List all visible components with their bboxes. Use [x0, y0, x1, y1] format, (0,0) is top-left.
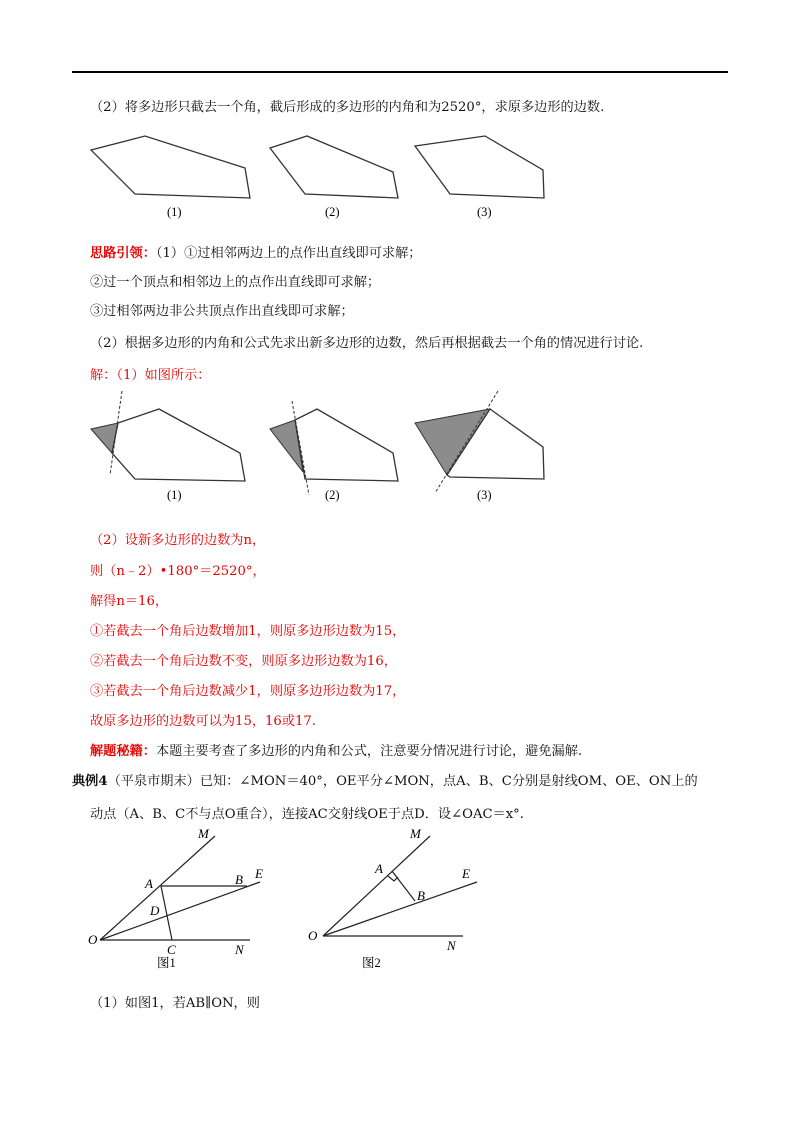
- example4-line-2: 动点（A、B、C不与点O重合），连接AC交射线OE于点D．设∠OAC＝x°.: [90, 807, 524, 822]
- cut-polygon-figures: [85, 385, 555, 510]
- svg-text:B: B: [417, 888, 425, 903]
- svg-text:A: A: [145, 876, 153, 891]
- hint-line-1: [90, 245, 421, 263]
- svg-text:N: N: [235, 942, 244, 957]
- secret-line: [90, 743, 582, 761]
- cut-region-2: [270, 420, 303, 472]
- example4-label: 典例4: [72, 774, 108, 789]
- caption-3: (3): [477, 205, 492, 219]
- svg-text:M: M: [198, 826, 209, 841]
- solution-line-5: ②若截去一个角后边数不变，则原多边形边数为16，: [90, 654, 397, 669]
- hint-label: 思路引领：: [90, 246, 156, 261]
- hint-line-4: （2）根据多边形的内角和公式先求出新多边形的边数，然后再根据截去一个角的情况进行讨论.: [90, 336, 644, 351]
- svg-text:C: C: [167, 942, 176, 957]
- svg-text:E: E: [462, 866, 470, 881]
- secret-text: 本题主要考查了多边形的内角和公式，注意要分情况进行讨论，避免漏解.: [155, 744, 583, 759]
- example4-line-1: [72, 773, 698, 791]
- solution-line-3: 解得n＝16，: [90, 594, 169, 609]
- svg-text:D: D: [150, 903, 160, 918]
- solution-line-2: 则（n﹣2）•180°＝2520°，: [90, 564, 266, 579]
- pentagon-3: [415, 136, 544, 198]
- svg-text:M: M: [410, 826, 421, 841]
- caption-2: (2): [325, 205, 340, 219]
- svg-text:A: A: [375, 861, 383, 876]
- angle-figures: [85, 826, 505, 976]
- solution-line-6: ③若截去一个角后边数减少1，则原多边形边数为17，: [90, 684, 406, 699]
- solution-line-4: ①若截去一个角后边数增加1，则原多边形边数为15，: [90, 624, 406, 639]
- hint-text-1: （1）①过相邻两边上的点作出直线即可求解；: [155, 246, 422, 261]
- solution-line-1: （2）设新多边形的边数为n，: [90, 533, 266, 548]
- cut-polygon-2: [295, 409, 398, 481]
- svg-text:(1): (1): [167, 488, 182, 502]
- pentagon-1: [91, 136, 250, 198]
- header-rule: [72, 71, 728, 73]
- cut-region-1: [91, 423, 118, 453]
- question-2: （2）将多边形只截去一个角，截后形成的多边形的内角和为2520°，求原多边形的边数.: [90, 100, 605, 115]
- svg-text:N: N: [447, 938, 456, 953]
- cut-polygon-1: [112, 409, 245, 481]
- hint-line-3: ③过相邻两边非公共顶点作出直线即可求解；: [90, 304, 354, 319]
- example4-text-1: （平泉市期末）已知：∠MON＝40°，OE平分∠MON，点A、B、C分别是射线OM、OE、ON上的: [107, 774, 698, 789]
- fig1-caption: 图1: [157, 956, 176, 970]
- question-part-1: （1）如图1，若AB∥ON，则: [90, 996, 260, 1011]
- pentagon-2: [270, 136, 398, 198]
- caption-1: (1): [167, 205, 182, 219]
- svg-text:(2): (2): [325, 488, 340, 502]
- fig2-caption: 图2: [362, 956, 381, 970]
- svg-text:O: O: [308, 928, 318, 943]
- secret-label: 解题秘籍：: [90, 744, 156, 759]
- hint-line-2: ②过一个顶点和相邻边上的点作出直线即可求解；: [90, 275, 381, 290]
- svg-text:O: O: [88, 932, 98, 947]
- solution-line-7: 故原多边形的边数可以为15，16或17.: [90, 714, 316, 729]
- solution-intro: 解：（1）如图所示：: [90, 368, 211, 383]
- svg-text:B: B: [235, 872, 243, 887]
- svg-text:E: E: [255, 866, 263, 881]
- pentagon-figures: [85, 128, 555, 228]
- svg-text:(3): (3): [477, 488, 492, 502]
